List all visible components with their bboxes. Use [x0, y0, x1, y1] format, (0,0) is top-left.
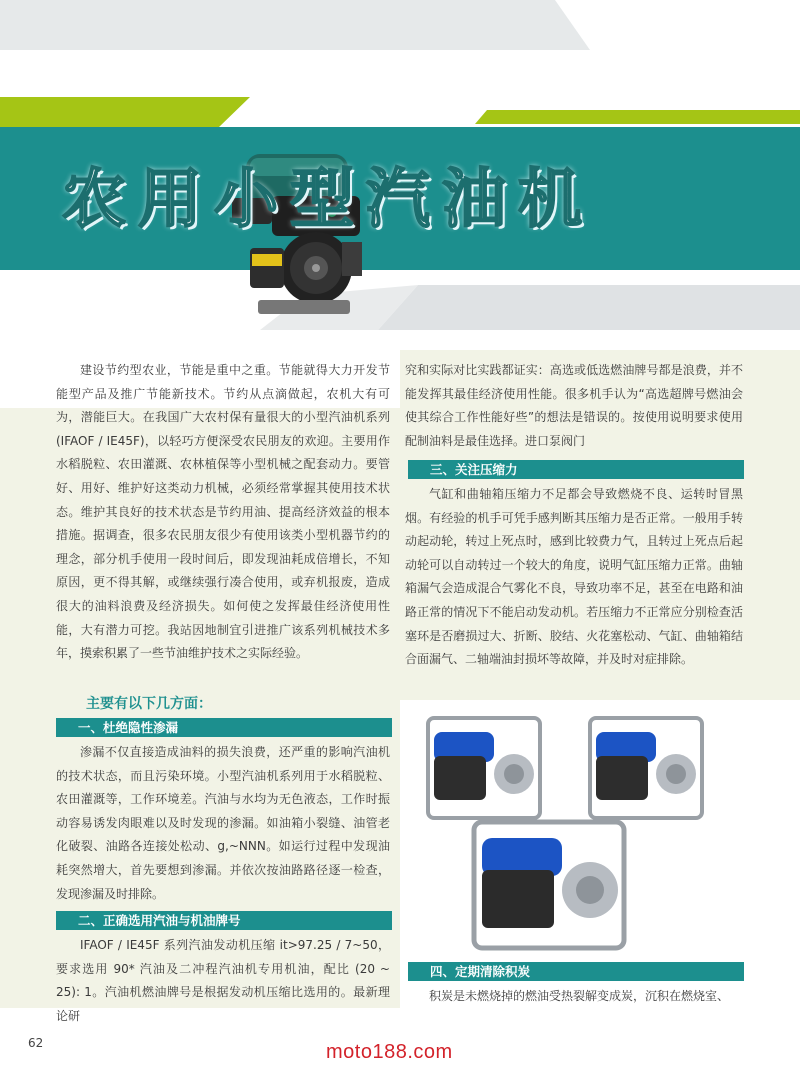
section-paragraph: 渗漏不仅直接造成油料的损失浪费，还严重的影响汽油机的技术状态，而且污染环境。小型汽油机系列用于水稻脱粒、农田灌溉等，工作环境差。汽油与水均为无色液态，工作时振动容易诱发肉眼难以及时发现的渗漏。如油箱小裂缝、油管老化破裂、油路各连接处松动、g,~NNN。如运行过程中发现油耗突然增大，首先要想到渗漏。并依次按油路路径逐一检查，发现渗漏及时排除。	[56, 745, 390, 901]
water-pump-image-2	[590, 718, 702, 818]
continued-paragraph: 究和实际对比实践都证实：高选或低选燃油牌号都是浪费，并不能发挥其最佳经济使用性能。很多机手认为“高选超牌号燃油会使其综合工作性能好些”的想法是错误的。按使用说明要求使用配制油料是最佳选择。进口泵阀门	[405, 363, 743, 448]
water-pump-image-3	[474, 822, 624, 948]
water-pump-image-1	[428, 718, 540, 818]
section-body	[56, 741, 390, 906]
page-number: 62	[28, 1036, 44, 1050]
section-body	[405, 483, 743, 672]
intro-paragraph: 建设节约型农业，节能是重中之重。节能就得大力开发节能型产品及推广节能新技术。节约从点滴做起，农机大有可为，潜能巨大。在我国广大农村保有量很大的小型汽油机系列 (IFAOF / IE45F)，以轻巧方便深受农民朋友的欢迎。主要用作水稻脱粒、农田灌溉、农林植保等小型机械之配套动力。要管好、用好、维护好这类动力机械，必须经常掌握其使用技术状态。维护其良好的技术状态是节约用油、提高经济效益的根本措施。据调查，很多农民朋友很少有使用该类小型机器节约的理念，部分机手使用一段时间后，即发现油耗成倍增长，不知原因，更不得其解，或继续强行凑合使用，或弃机报废，造成很大的油料浪费及经济损失。如何使之发挥最佳经济使用性能，大有潜力可挖。我站因地制宜引进推广该系列机械技术多年，摸索积累了一些节油维护技术之实际经验。	[56, 363, 390, 661]
section-paragraph: 积炭是未燃烧掉的燃油受热裂解变成炭，沉积在燃烧室、	[429, 989, 730, 1003]
left-column	[56, 359, 390, 666]
section-header: 三、关注压缩力	[408, 460, 744, 479]
main-heading: 主要有以下几方面：	[86, 696, 212, 712]
section-header: 二、正确选用汽油与机油牌号	[56, 911, 392, 930]
section-paragraph: IFAOF / IE45F 系列汽油发动机压缩 it>97.25 / 7~50，要求选用 90* 汽油及二冲程汽油机专用机油，配比 (20 ~ 25): 1。汽油机燃油牌号是根据发动机压缩比选用的。最新理论研	[56, 938, 390, 1023]
right-column	[405, 359, 743, 453]
watermark: moto188.com	[326, 1041, 453, 1063]
section-body	[405, 985, 743, 1009]
section-header: 四、定期清除积炭	[408, 962, 744, 981]
section-body	[56, 934, 390, 1028]
section-header: 一、杜绝隐性渗漏	[56, 718, 392, 737]
section-paragraph: 气缸和曲轴箱压缩力不足都会导致燃烧不良、运转时冒黑烟。有经验的机手可凭手感判断其压缩力是否正常。一般用手转动起动轮，转过上死点时，感到比较费力气，且转过上死点后起动轮可以自动转过一个较大的角度，说明气缸压缩力正常。曲轴箱漏气会造成混合气雾化不良，导致功率不足，甚至在电路和油路正常的情况下不能启动发动机。若压缩力不正常应分别检查活塞环是否磨损过大、折断、胶结、火花塞松动、气缸、曲轴箱结合面漏气、二轴端油封损坏等故障，并及时对症排除。	[405, 487, 743, 667]
page-title: 农用小型汽油机	[62, 163, 594, 237]
pump-photo	[404, 704, 744, 959]
